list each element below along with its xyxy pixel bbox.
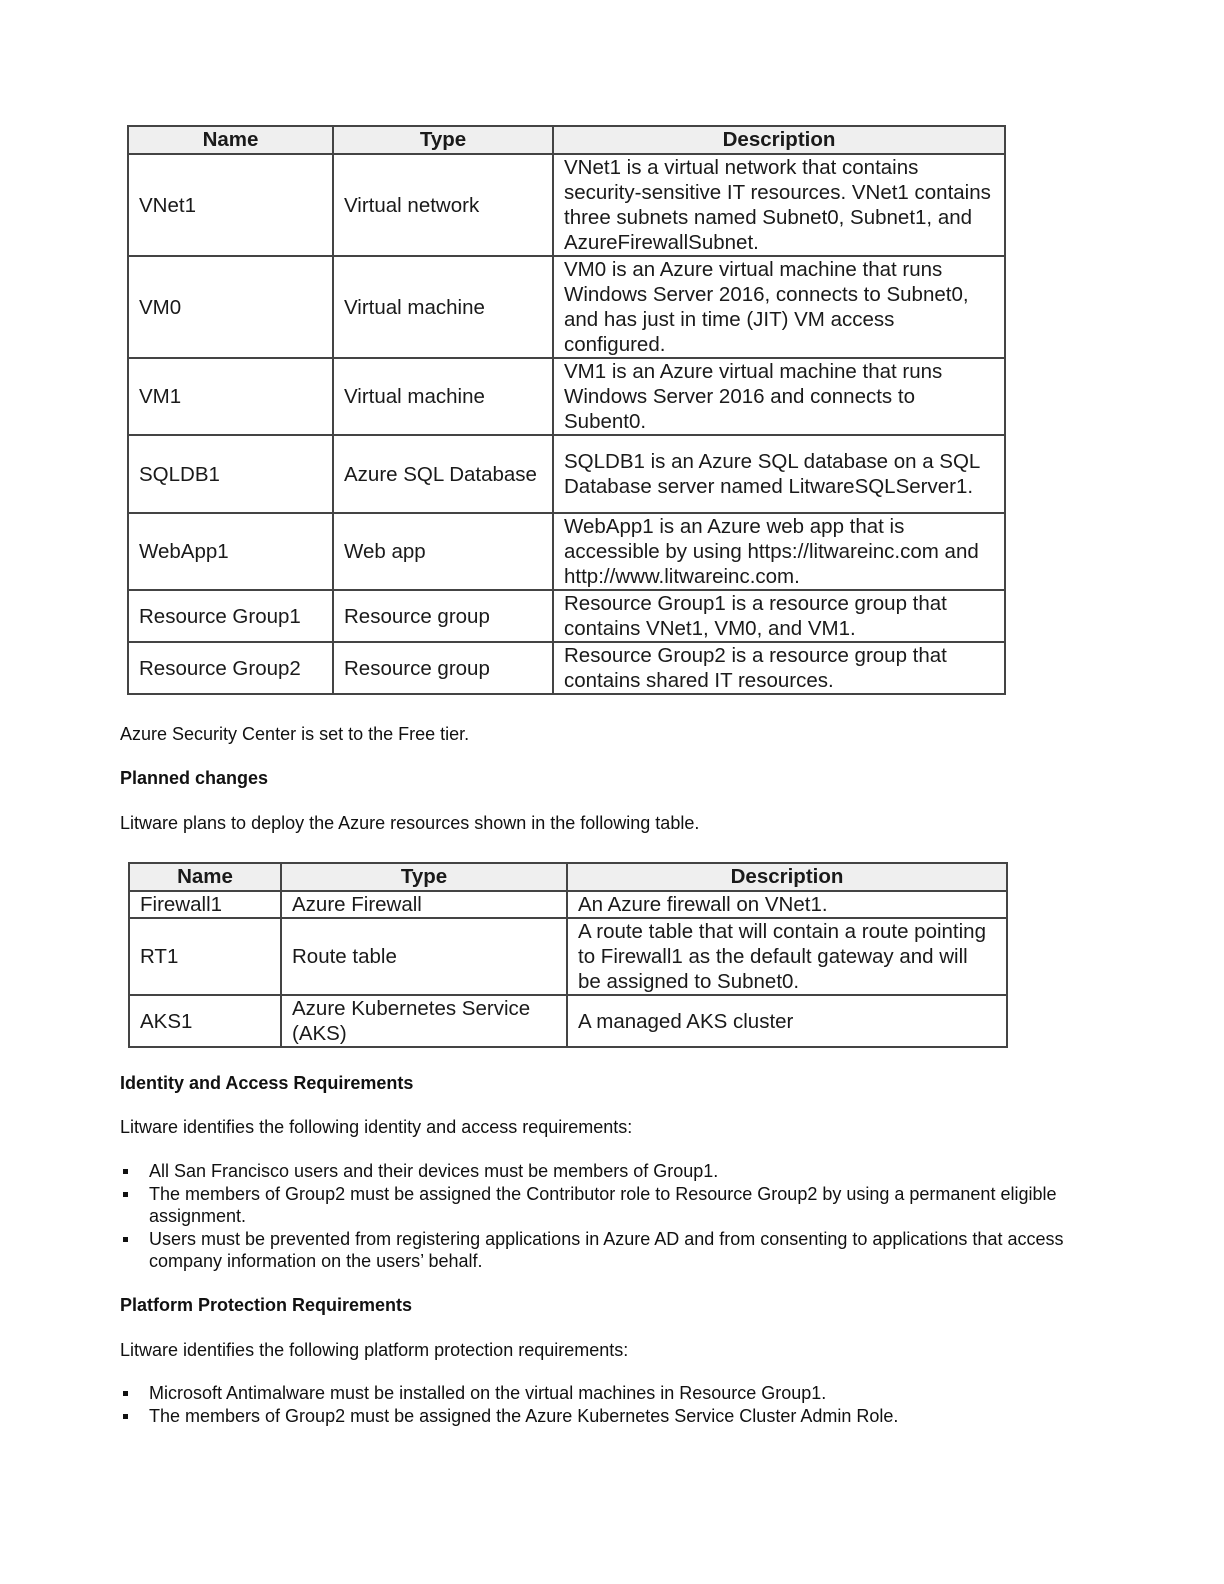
planned-resources-table [128,862,1008,1048]
cell-description: A managed AKS cluster [567,995,1007,1047]
cell-description: An Azure firewall on VNet1. [567,891,1007,918]
cell-name: VNet1 [128,154,333,256]
table-header-row [128,126,1005,154]
cell-type: Azure SQL Database [333,435,553,513]
table-row [128,154,1005,256]
existing-resources-table [127,125,1006,695]
table-row [129,918,1007,995]
list-item: The members of Group2 must be assigned the Azure Kubernetes Service Cluster Admin Role. [120,1405,1100,1427]
cell-type: Virtual machine [333,358,553,435]
cell-name: VM0 [128,256,333,358]
list-item: All San Francisco users and their devices must be members of Group1. [120,1160,1100,1182]
cell-description: Resource Group1 is a resource group that contains VNet1, VM0, and VM1. [553,590,1005,642]
cell-type: Virtual machine [333,256,553,358]
platform-heading: Platform Protection Requirements [120,1295,413,1315]
table-row [128,435,1005,513]
identity-heading: Identity and Access Requirements [120,1073,414,1093]
header-description: Description [553,126,1005,154]
table-row [129,891,1007,918]
platform-intro: Litware identifies the following platform protection requirements: [120,1340,629,1360]
cell-name: Resource Group2 [128,642,333,694]
cell-type: Virtual network [333,154,553,256]
cell-description: VM1 is an Azure virtual machine that runs Windows Server 2016 and connects to Subent0. [553,358,1005,435]
cell-description: SQLDB1 is an Azure SQL database on a SQL Database server named LitwareSQLServer1. [553,435,1005,513]
cell-type: Resource group [333,642,553,694]
cell-type: Resource group [333,590,553,642]
table-row [128,590,1005,642]
cell-name: SQLDB1 [128,435,333,513]
cell-type: Route table [281,918,567,995]
list-item: The members of Group2 must be assigned the Contributor role to Resource Group2 by using a permanent eligible assignment. [120,1183,1100,1227]
cell-name: AKS1 [129,995,281,1047]
cell-description: VNet1 is a virtual network that contains security-sensitive IT resources. VNet1 contains three subnets named Subnet0, Subnet1, and AzureFirewallSubnet. [553,154,1005,256]
header-name: Name [129,863,281,891]
table-row [128,358,1005,435]
header-type: Type [333,126,553,154]
planned-changes-heading: Planned changes [120,768,269,788]
header-description: Description [567,863,1007,891]
security-center-text: Azure Security Center is set to the Free tier. [120,724,470,744]
table-row [128,513,1005,590]
cell-description: WebApp1 is an Azure web app that is accessible by using https://litwareinc.com and http://www.litwareinc.com. [553,513,1005,590]
identity-requirements-list [120,1160,1100,1273]
cell-name: WebApp1 [128,513,333,590]
cell-description: A route table that will contain a route pointing to Firewall1 as the default gateway and will be assigned to Subnet0. [567,918,1007,995]
platform-requirements-list [120,1382,1100,1428]
header-type: Type [281,863,567,891]
planned-changes-intro: Litware plans to deploy the Azure resources shown in the following table. [120,813,700,833]
cell-type: Azure Kubernetes Service (AKS) [281,995,567,1047]
cell-name: RT1 [129,918,281,995]
table-header-row [129,863,1007,891]
cell-type: Azure Firewall [281,891,567,918]
table-row [128,256,1005,358]
cell-name: Resource Group1 [128,590,333,642]
header-name: Name [128,126,333,154]
list-item: Microsoft Antimalware must be installed on the virtual machines in Resource Group1. [120,1382,1100,1404]
table-row [128,642,1005,694]
cell-name: VM1 [128,358,333,435]
table-row [129,995,1007,1047]
cell-description: VM0 is an Azure virtual machine that runs Windows Server 2016, connects to Subnet0, and has just in time (JIT) VM access configured. [553,256,1005,358]
cell-name: Firewall1 [129,891,281,918]
cell-description: Resource Group2 is a resource group that contains shared IT resources. [553,642,1005,694]
cell-type: Web app [333,513,553,590]
identity-intro: Litware identifies the following identity and access requirements: [120,1117,633,1137]
list-item: Users must be prevented from registering applications in Azure AD and from consenting to applications that access company information on the users’ behalf. [120,1228,1100,1272]
